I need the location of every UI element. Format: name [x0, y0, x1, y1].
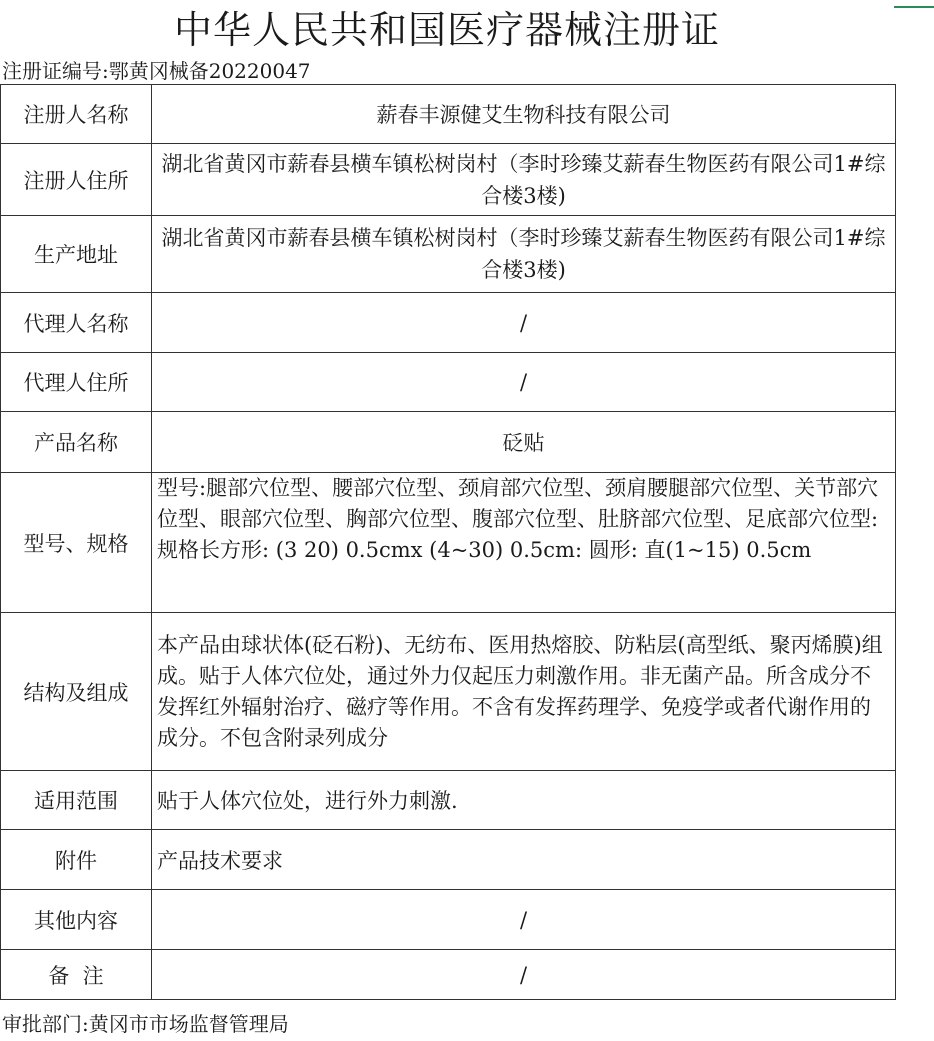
- row-value: /: [152, 890, 896, 950]
- row-label: 其他内容: [1, 890, 152, 950]
- table-row: [1, 890, 896, 950]
- row-value: 湖北省黄冈市薪春县横车镇松树岗村（李时珍臻艾薪春生物医药有限公司1#综合楼3楼): [161, 226, 886, 282]
- registration-table: [0, 84, 896, 1000]
- row-label: 注册人名称: [1, 85, 152, 144]
- row-label: 适用范围: [1, 771, 152, 830]
- table-row: [1, 144, 896, 216]
- row-value: 产品技术要求: [152, 830, 896, 890]
- table-row: [1, 353, 896, 412]
- row-label: 型号、规格: [1, 473, 152, 613]
- row-value: 湖北省黄冈市薪春县横车镇松树岗村（李时珍臻艾薪春生物医药有限公司1#综合楼3楼): [161, 151, 886, 208]
- row-label: 备 注: [1, 950, 152, 1000]
- row-label: 注册人住所: [1, 144, 152, 216]
- row-value: /: [152, 293, 896, 353]
- table-row: [1, 771, 896, 830]
- table-row: [1, 473, 896, 613]
- row-label: 代理人住所: [1, 353, 152, 412]
- row-value: 薪春丰源健艾生物科技有限公司: [152, 85, 896, 144]
- row-value: 本产品由球状体(砭石粉)、无纺布、医用热熔胶、防粘层(高型纸、聚丙烯膜)组成。贴于人体穴位处，通过外力仅起压力刺激作用。非无菌产品。所含成分不发挥红外辐射治疗、磁疗等作用。不含有发挥药理学、免疫学或者代谢作用的成分。不包含附录列成分: [157, 632, 883, 750]
- row-label: 代理人名称: [1, 293, 152, 353]
- table-row: [1, 412, 896, 473]
- table-row: [1, 216, 896, 293]
- row-value: /: [152, 353, 896, 412]
- row-value: 贴于人体穴位处，进行外力刺激.: [152, 771, 896, 830]
- table-row: [1, 950, 896, 1000]
- table-row: [1, 830, 896, 890]
- table-row: [1, 613, 896, 771]
- document-title: 中华人民共和国医疗器械注册证: [173, 8, 720, 52]
- table-row: [1, 85, 896, 144]
- table-row: [1, 293, 896, 353]
- certificate-number: 注册证编号:鄂黄冈械备20220047: [2, 59, 311, 83]
- row-value: /: [152, 950, 896, 1000]
- row-label: 结构及组成: [1, 613, 152, 771]
- approval-department: 审批部门:黄冈市市场监督管理局: [2, 1012, 289, 1036]
- corner-mark: [894, 0, 934, 8]
- row-value: 型号:腿部穴位型、腰部穴位型、颈肩部穴位型、颈肩腰腿部穴位型、关节部穴位型、眼部穴位型、胸部穴位型、腹部穴位型、肚脐部穴位型、足底部穴位型: 规格长方形: (3 20) 0.5cmx (4~30) 0.5cm: 圆形: 直(1~15) 0.5cm: [157, 476, 879, 562]
- row-label: 产品名称: [1, 412, 152, 473]
- row-label: 生产地址: [1, 216, 152, 293]
- row-value: 砭贴: [152, 412, 896, 473]
- row-label: 附件: [1, 830, 152, 890]
